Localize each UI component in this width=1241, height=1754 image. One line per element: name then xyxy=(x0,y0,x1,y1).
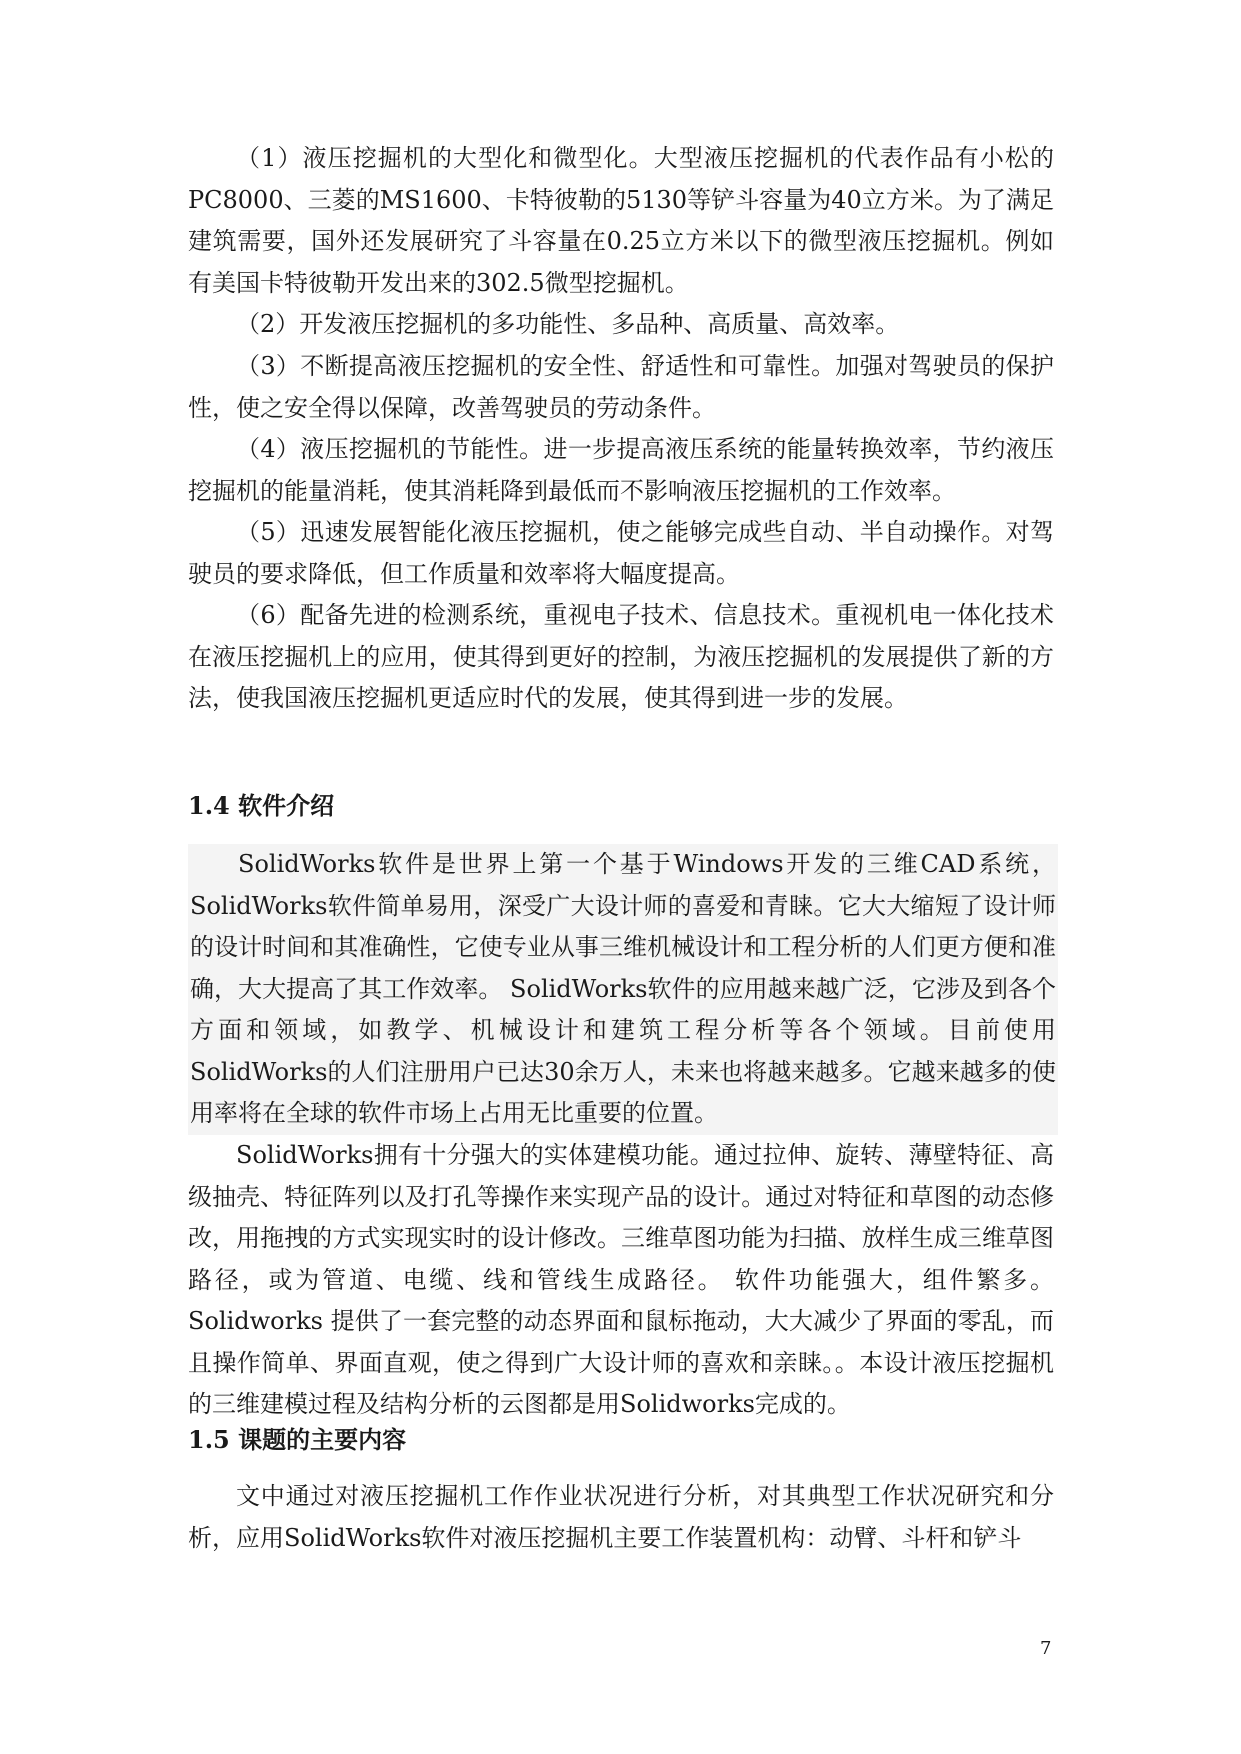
section-heading-1-4: 1.4 软件介绍 xyxy=(188,791,335,820)
trend-item-5: （5）迅速发展智能化液压挖掘机，使之能够完成些自动、半自动操作。对驾驶员的要求降低，但工作质量和效率将大幅度提高。 xyxy=(188,518,1054,588)
trend-item-4: （4）液压挖掘机的节能性。进一步提高液压系统的能量转换效率，节约液压挖掘机的能量消耗，使其消耗降到最低而不影响液压挖掘机的工作效率。 xyxy=(188,435,1054,505)
main-content-paragraph: 文中通过对液压挖掘机工作作业状况进行分析，对其典型工作状况研究和分析，应用SolidWorks软件对液压挖掘机主要工作装置机构：动臂、斗杆和铲斗 xyxy=(188,1482,1054,1552)
trend-item-2: （2）开发液压挖掘机的多功能性、多品种、高质量、高效率。 xyxy=(236,310,900,338)
trend-item-1: （1）液压挖掘机的大型化和微型化。大型液压挖掘机的代表作品有小松的PC8000、三菱的MS1600、卡特彼勒的5130等铲斗容量为40立方米。为了满足建筑需要，国外还发展研究了斗容量在0.25立方米以下的微型液压挖掘机。例如有美国卡特彼勒开发出来的302.5微型挖掘机。 xyxy=(188,144,1054,297)
software-intro-paragraph: SolidWorks软件是世界上第一个基于Windows开发的三维CAD系统，SolidWorks软件简单易用，深受广大设计师的喜爱和青睐。它大大缩短了设计师的设计时间和其准确性，它使专业从事三维机械设计和工程分析的人们更方便和准确，大大提高了其工作效率。 SolidWorks软件的应用越来越广泛，它涉及到各个方面和领域，如教学、机械设计和建筑工程分析等各个领域。目前使用SolidWorks的人们注册用户已达30余万人，未来也将越来越多。它越来越多的使用率将在全球的软件市场上占用无比重要的位置。 xyxy=(188,844,1058,1135)
trend-item-3: （3）不断提高液压挖掘机的安全性、舒适性和可靠性。加强对驾驶员的保护性，使之安全得以保障，改善驾驶员的劳动条件。 xyxy=(188,352,1054,422)
trend-item-6: （6）配备先进的检测系统，重视电子技术、信息技术。重视机电一体化技术在液压挖掘机上的应用，使其得到更好的控制，为液压挖掘机的发展提供了新的方法，使我国液压挖掘机更适应时代的发展，使其得到进一步的发展。 xyxy=(188,601,1054,712)
software-features-paragraph: SolidWorks拥有十分强大的实体建模功能。通过拉伸、旋转、薄壁特征、高级抽壳、特征阵列以及打孔等操作来实现产品的设计。通过对特征和草图的动态修改，用拖拽的方式实现实时的设计修改。三维草图功能为扫描、放样生成三维草图路径，或为管道、电缆、线和管线生成路径。 软件功能强大，组件繁多。Solidworks 提供了一套完整的动态界面和鼠标拖动，大大减少了界面的零乱，而且操作简单、界面直观，使之得到广大设计师的喜欢和亲睐。。本设计液压挖掘机的三维建模过程及结构分析的云图都是用Solidworks完成的。 xyxy=(188,1141,1054,1418)
section-heading-1-5: 1.5 课题的主要内容 xyxy=(188,1425,407,1454)
page-number: 7 xyxy=(1040,1638,1052,1659)
